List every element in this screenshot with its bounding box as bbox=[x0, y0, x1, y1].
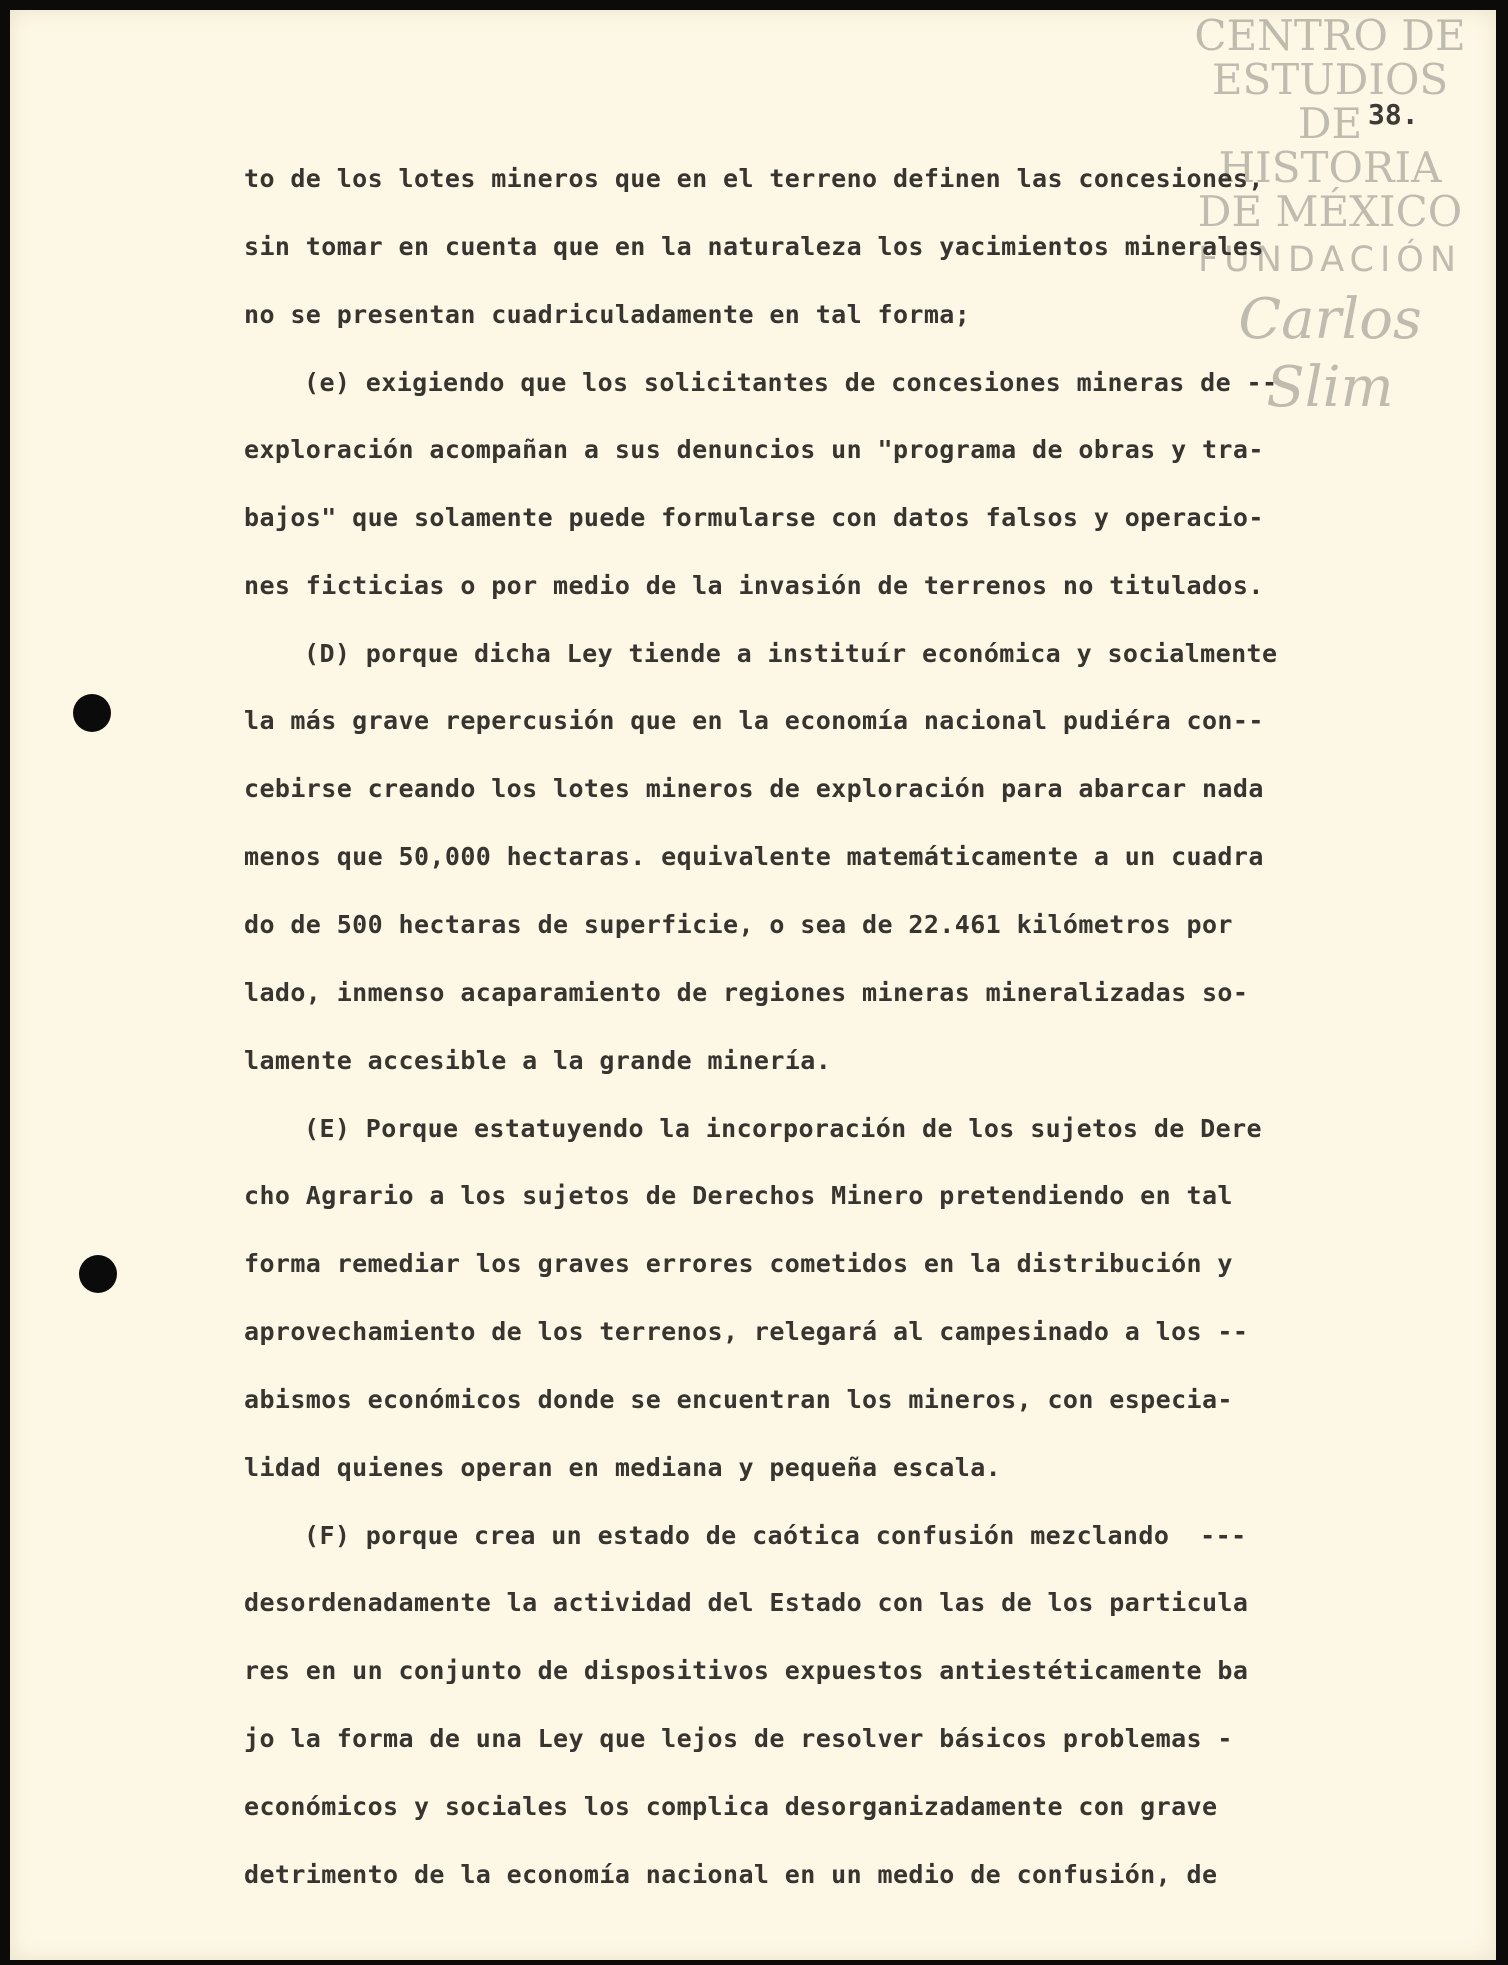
text-line: do de 500 hectaras de superficie, o sea de 22.461 kilómetros por bbox=[244, 910, 1233, 939]
text-line: no se presentan cuadriculadamente en tal forma; bbox=[244, 300, 971, 329]
text-line: exploración acompañan a sus denuncios un "programa de obras y tra- bbox=[244, 435, 1264, 464]
text-line: menos que 50,000 hectaras. equivalente matemáticamente a un cuadra bbox=[244, 842, 1264, 871]
watermark-line: ESTUDIOS bbox=[1211, 55, 1449, 104]
text-line: to de los lotes mineros que en el terreno definen las concesiones, bbox=[244, 164, 1264, 193]
text-line: lado, inmenso acaparamiento de regiones mineras mineralizadas so- bbox=[244, 978, 1249, 1007]
text-line: desordenadamente la actividad del Estado con las de los particula bbox=[244, 1588, 1249, 1617]
text-line: jo la forma de una Ley que lejos de resolver básicos problemas - bbox=[244, 1724, 1233, 1753]
watermark-line: DE MÉXICO bbox=[1197, 187, 1463, 236]
text-line: abismos económicos donde se encuentran los mineros, con especia- bbox=[244, 1385, 1233, 1414]
paragraph-e-upper-line: (E) Porque estatuyendo la incorporación de los sujetos de Dere bbox=[304, 1114, 1262, 1143]
punch-hole-lower bbox=[79, 1255, 117, 1293]
paragraph-e-line: (e) exigiendo que los solicitantes de concesiones mineras de -- bbox=[304, 368, 1278, 397]
text-line: detrimento de la economía nacional en un medio de confusión, de bbox=[244, 1860, 1218, 1889]
text-line: económicos y sociales los complica desorganizadamente con grave bbox=[244, 1792, 1218, 1821]
page-number: 38. bbox=[1368, 98, 1419, 131]
document-page bbox=[10, 10, 1496, 1960]
text-line: aprovechamiento de los terrenos, relegará al campesinado a los -- bbox=[244, 1317, 1249, 1346]
watermark-line: DE HISTORIA bbox=[1218, 99, 1442, 192]
watermark-signature: Carlos Slim bbox=[1238, 287, 1422, 420]
text-line: lidad quienes operan en mediana y pequeña escala. bbox=[244, 1453, 1002, 1482]
text-line: bajos" que solamente puede formularse con datos falsos y operacio- bbox=[244, 503, 1264, 532]
text-line: forma remediar los graves errores cometidos en la distribución y bbox=[244, 1249, 1233, 1278]
watermark-foundation: FUNDACIÓN bbox=[1197, 240, 1463, 280]
punch-hole-upper bbox=[73, 694, 111, 732]
text-line: lamente accesible a la grande minería. bbox=[244, 1046, 832, 1075]
text-line: res en un conjunto de dispositivos expuestos antiestéticamente ba bbox=[244, 1656, 1249, 1685]
watermark-line: CENTRO DE bbox=[1194, 11, 1466, 60]
typed-body bbox=[244, 162, 1424, 1926]
paragraph-d-line: (D) porque dicha Ley tiende a instituír económica y socialmente bbox=[304, 639, 1278, 668]
text-line: nes ficticias o por medio de la invasión de terrenos no titulados. bbox=[244, 571, 1264, 600]
text-line: cho Agrario a los sujetos de Derechos Minero pretendiendo en tal bbox=[244, 1181, 1233, 1210]
paragraph-f-line: (F) porque crea un estado de caótica confusión mezclando --- bbox=[304, 1521, 1247, 1550]
text-line: sin tomar en cuenta que en la naturaleza los yacimientos minerales bbox=[244, 232, 1264, 261]
text-line: cebirse creando los lotes mineros de exploración para abarcar nada bbox=[244, 774, 1264, 803]
text-line: la más grave repercusión que en la economía nacional pudiéra con-- bbox=[244, 706, 1264, 735]
